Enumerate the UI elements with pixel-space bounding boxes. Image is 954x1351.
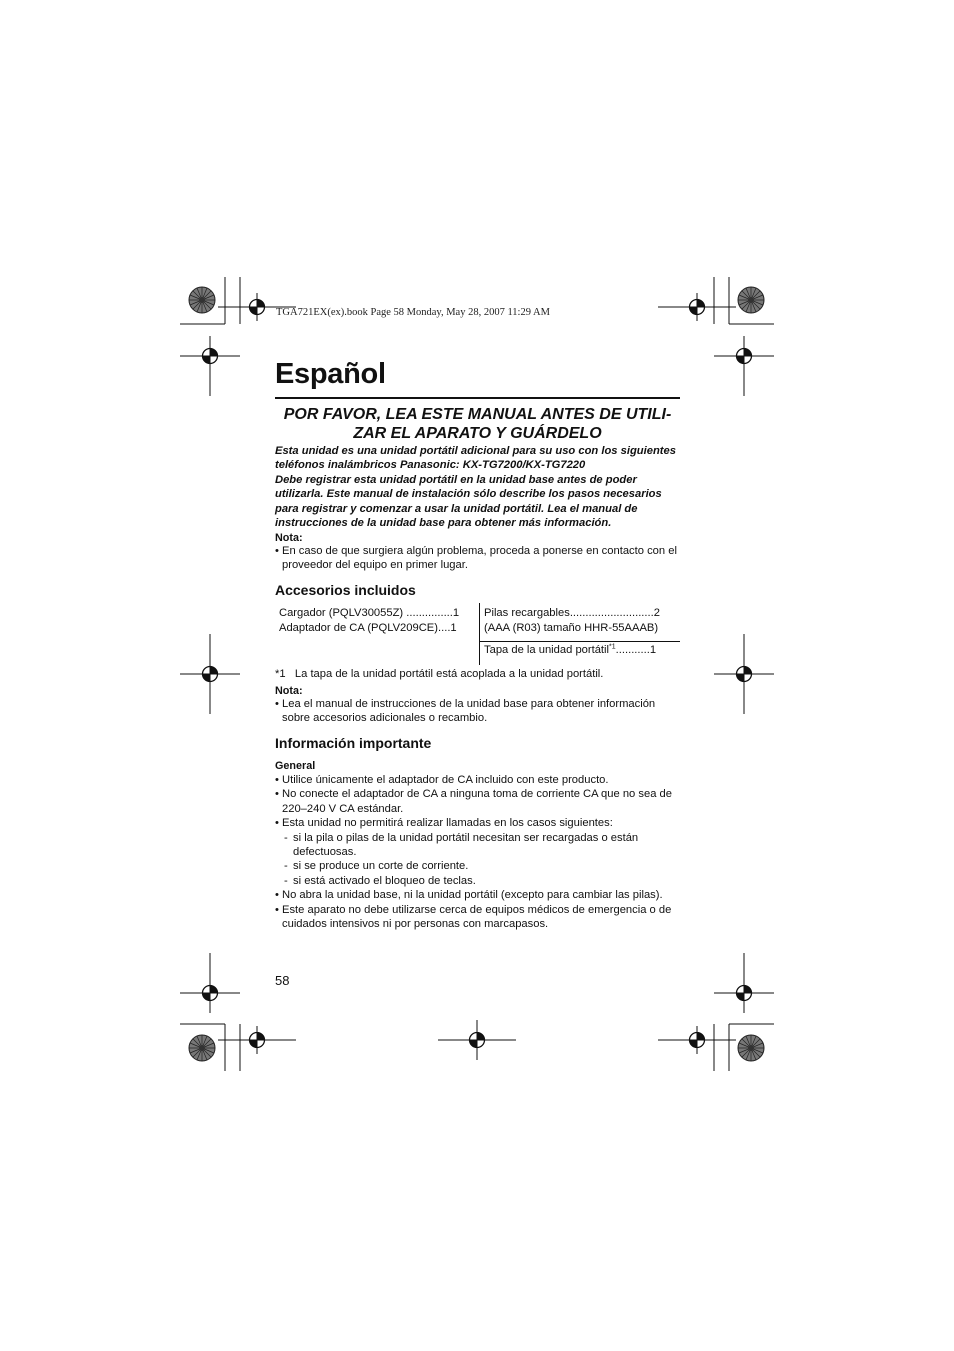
note-item: • Lea el manual de instrucciones de la unidad base para obtener información sobre accesorios adicionales o recambio.	[275, 697, 680, 726]
dash-item: - si se produce un corte de corriente.	[284, 859, 680, 873]
important-heading: Información importante	[275, 735, 432, 751]
page-number: 58	[275, 973, 290, 988]
important-section	[275, 760, 680, 931]
footnote-ref: *1	[609, 643, 616, 651]
note-block-1	[275, 532, 680, 573]
note-list	[275, 544, 680, 573]
accessory-cover-label: Tapa de la unidad portátil	[484, 644, 610, 656]
main-heading-line2: ZAR EL APARATO Y GUÁRDELO	[353, 425, 602, 442]
footnote: *1 La tapa de la unidad portátil está acoplada a la unidad portátil.	[275, 668, 604, 680]
bullet-item	[275, 816, 680, 830]
page-title: Español	[275, 358, 386, 390]
intro-paragraph-2: Debe registrar esta unidad portátil en la unidad base antes de poder utilizarla. Este manual de instalación sólo describe los pasos necesarios para registrar y comenzar a usar la unidad portátil. Lea el manual de instrucciones de la unidad base para obtener más información.	[275, 473, 662, 530]
important-list	[275, 773, 680, 831]
dash-item: - si la pila o pilas de la unidad portátil necesitan ser recargadas o están defectuosas.	[284, 831, 680, 860]
bullet-text: Esta unidad no permitirá realizar llamadas en los casos siguientes:	[282, 817, 613, 830]
note-block-2	[275, 685, 680, 726]
main-heading	[275, 405, 680, 443]
accessories-table	[275, 603, 680, 665]
accessory-adapter: Adaptador de CA (PQLV209CE)....1	[279, 622, 457, 634]
accessory-batteries: Pilas recargables...........................2	[484, 607, 660, 619]
bullet-item: • Utilice únicamente el adaptador de CA incluido con este producto.	[275, 773, 680, 787]
accessory-cover	[484, 643, 656, 657]
note-label: Nota:	[275, 685, 303, 697]
accessory-batteries-detail: (AAA (R03) tamaño HHR-55AAAB)	[484, 622, 659, 634]
print-header: TGA721EX(ex).book Page 58 Monday, May 28, 2007 11:29 AM	[276, 307, 550, 318]
note-label: Nota:	[275, 532, 303, 544]
accessory-cover-qty: ...........1	[615, 644, 657, 656]
note-list	[275, 697, 680, 726]
bullet-item: • No conecte el adaptador de CA a ninguna toma de corriente CA que no sea de 220–240 V CA estándar.	[275, 787, 680, 816]
note-item: • En caso de que surgiera algún problema, proceda a ponerse en contacto con el proveedor del equipo en primer lugar.	[275, 544, 680, 573]
intro-paragraph-1: Esta unidad es una unidad portátil adicional para su uso con los siguientes teléfonos inalámbricos Panasonic: KX-TG7200/KX-TG7220	[275, 445, 676, 472]
dash-list	[275, 831, 680, 889]
title-rule	[275, 397, 680, 399]
table-divider-horizontal	[479, 641, 680, 642]
intro	[275, 444, 680, 530]
main-heading-line1: POR FAVOR, LEA ESTE MANUAL ANTES DE UTILI-	[283, 406, 672, 423]
bullet-item: • No abra la unidad base, ni la unidad portátil (excepto para cambiar las pilas).	[275, 888, 680, 902]
general-subheading: General	[275, 760, 316, 772]
important-list-continued	[275, 888, 680, 931]
dash-item: - si está activado el bloqueo de teclas.	[284, 874, 680, 888]
accessories-heading: Accesorios incluidos	[275, 582, 416, 598]
table-divider-vertical	[479, 603, 480, 665]
accessory-charger: Cargador (PQLV30055Z) ...............1	[279, 607, 460, 619]
bullet-item: • Este aparato no debe utilizarse cerca de equipos médicos de emergencia o de cuidados intensivos ni por personas con marcapasos.	[275, 903, 680, 932]
